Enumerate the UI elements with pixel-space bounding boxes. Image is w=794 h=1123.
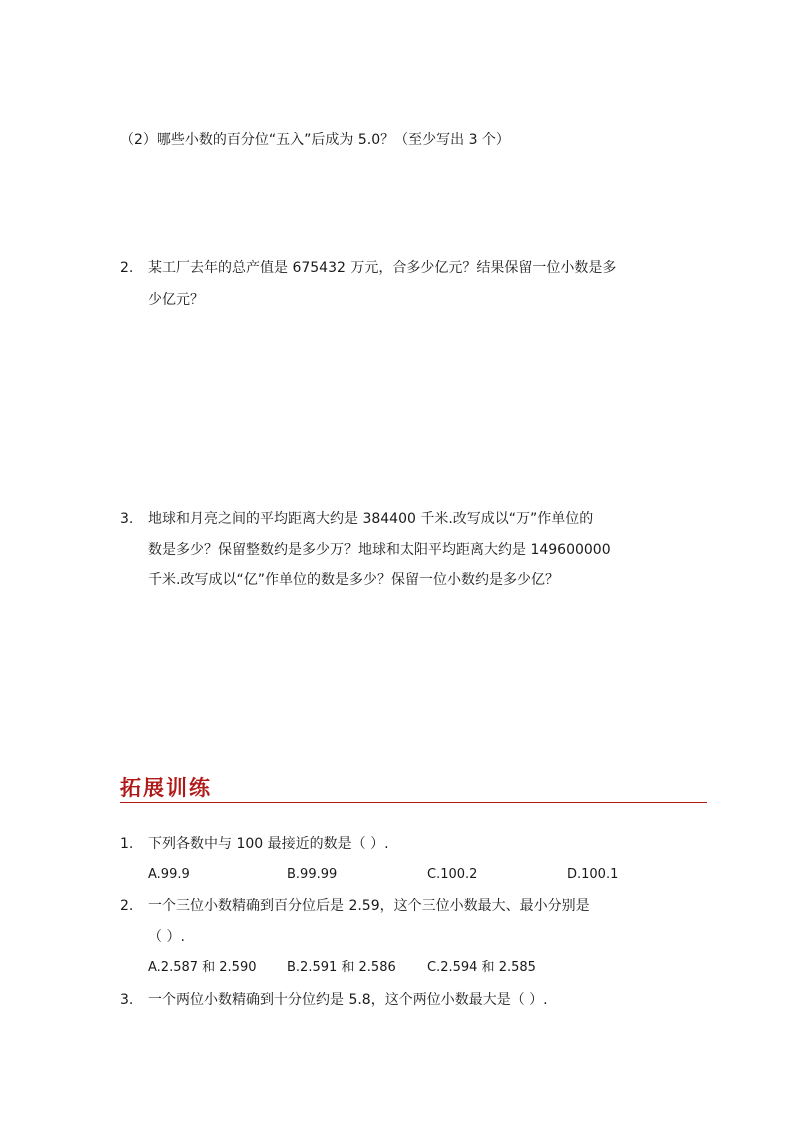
question-1-part-2: （2）哪些小数的百分位“五入”后成为 5.0？（至少写出 3 个） — [120, 132, 510, 148]
ext-question-1-option-d: D.100.1 — [567, 867, 619, 882]
ext-question-2-number: 2. — [120, 898, 134, 914]
ext-question-2-option-b: B.2.591 和 2.586 — [287, 960, 396, 975]
section-divider — [120, 802, 707, 803]
ext-question-3-number: 3. — [120, 992, 134, 1008]
ext-question-1-text: 下列各数中与 100 最接近的数是（ ）. — [148, 836, 389, 852]
question-2-line-2: 少亿元？ — [148, 292, 204, 308]
ext-question-2-line-2: （ ）. — [148, 929, 185, 945]
ext-question-1-number: 1. — [120, 836, 134, 852]
ext-question-2-option-c: C.2.594 和 2.585 — [427, 960, 536, 975]
ext-question-1-option-b: B.99.99 — [287, 867, 338, 882]
question-3-number: 3. — [120, 511, 134, 527]
ext-question-1-option-c: C.100.2 — [427, 867, 478, 882]
question-3-line-3: 千米.改写成以“亿”作单位的数是多少？保留一位小数约是多少亿？ — [148, 572, 559, 588]
question-2-number: 2. — [120, 260, 134, 276]
ext-question-2-line-1: 一个三位小数精确到百分位后是 2.59，这个三位小数最大、最小分别是 — [148, 898, 590, 914]
ext-question-1-option-a: A.99.9 — [148, 867, 190, 882]
question-3-line-1: 地球和月亮之间的平均距离大约是 384400 千米.改写成以“万”作单位的 — [148, 511, 594, 527]
question-2-line-1: 某工厂去年的总产值是 675432 万元，合多少亿元？结果保留一位小数是多 — [148, 260, 617, 276]
ext-question-2-option-a: A.2.587 和 2.590 — [148, 960, 257, 975]
question-3-line-2: 数是多少？保留整数约是多少万？地球和太阳平均距离大约是 149600000 — [148, 542, 611, 558]
section-title: 拓展训练 — [120, 775, 212, 800]
ext-question-3-text: 一个两位小数精确到十分位约是 5.8，这个两位小数最大是（ ）. — [148, 992, 548, 1008]
